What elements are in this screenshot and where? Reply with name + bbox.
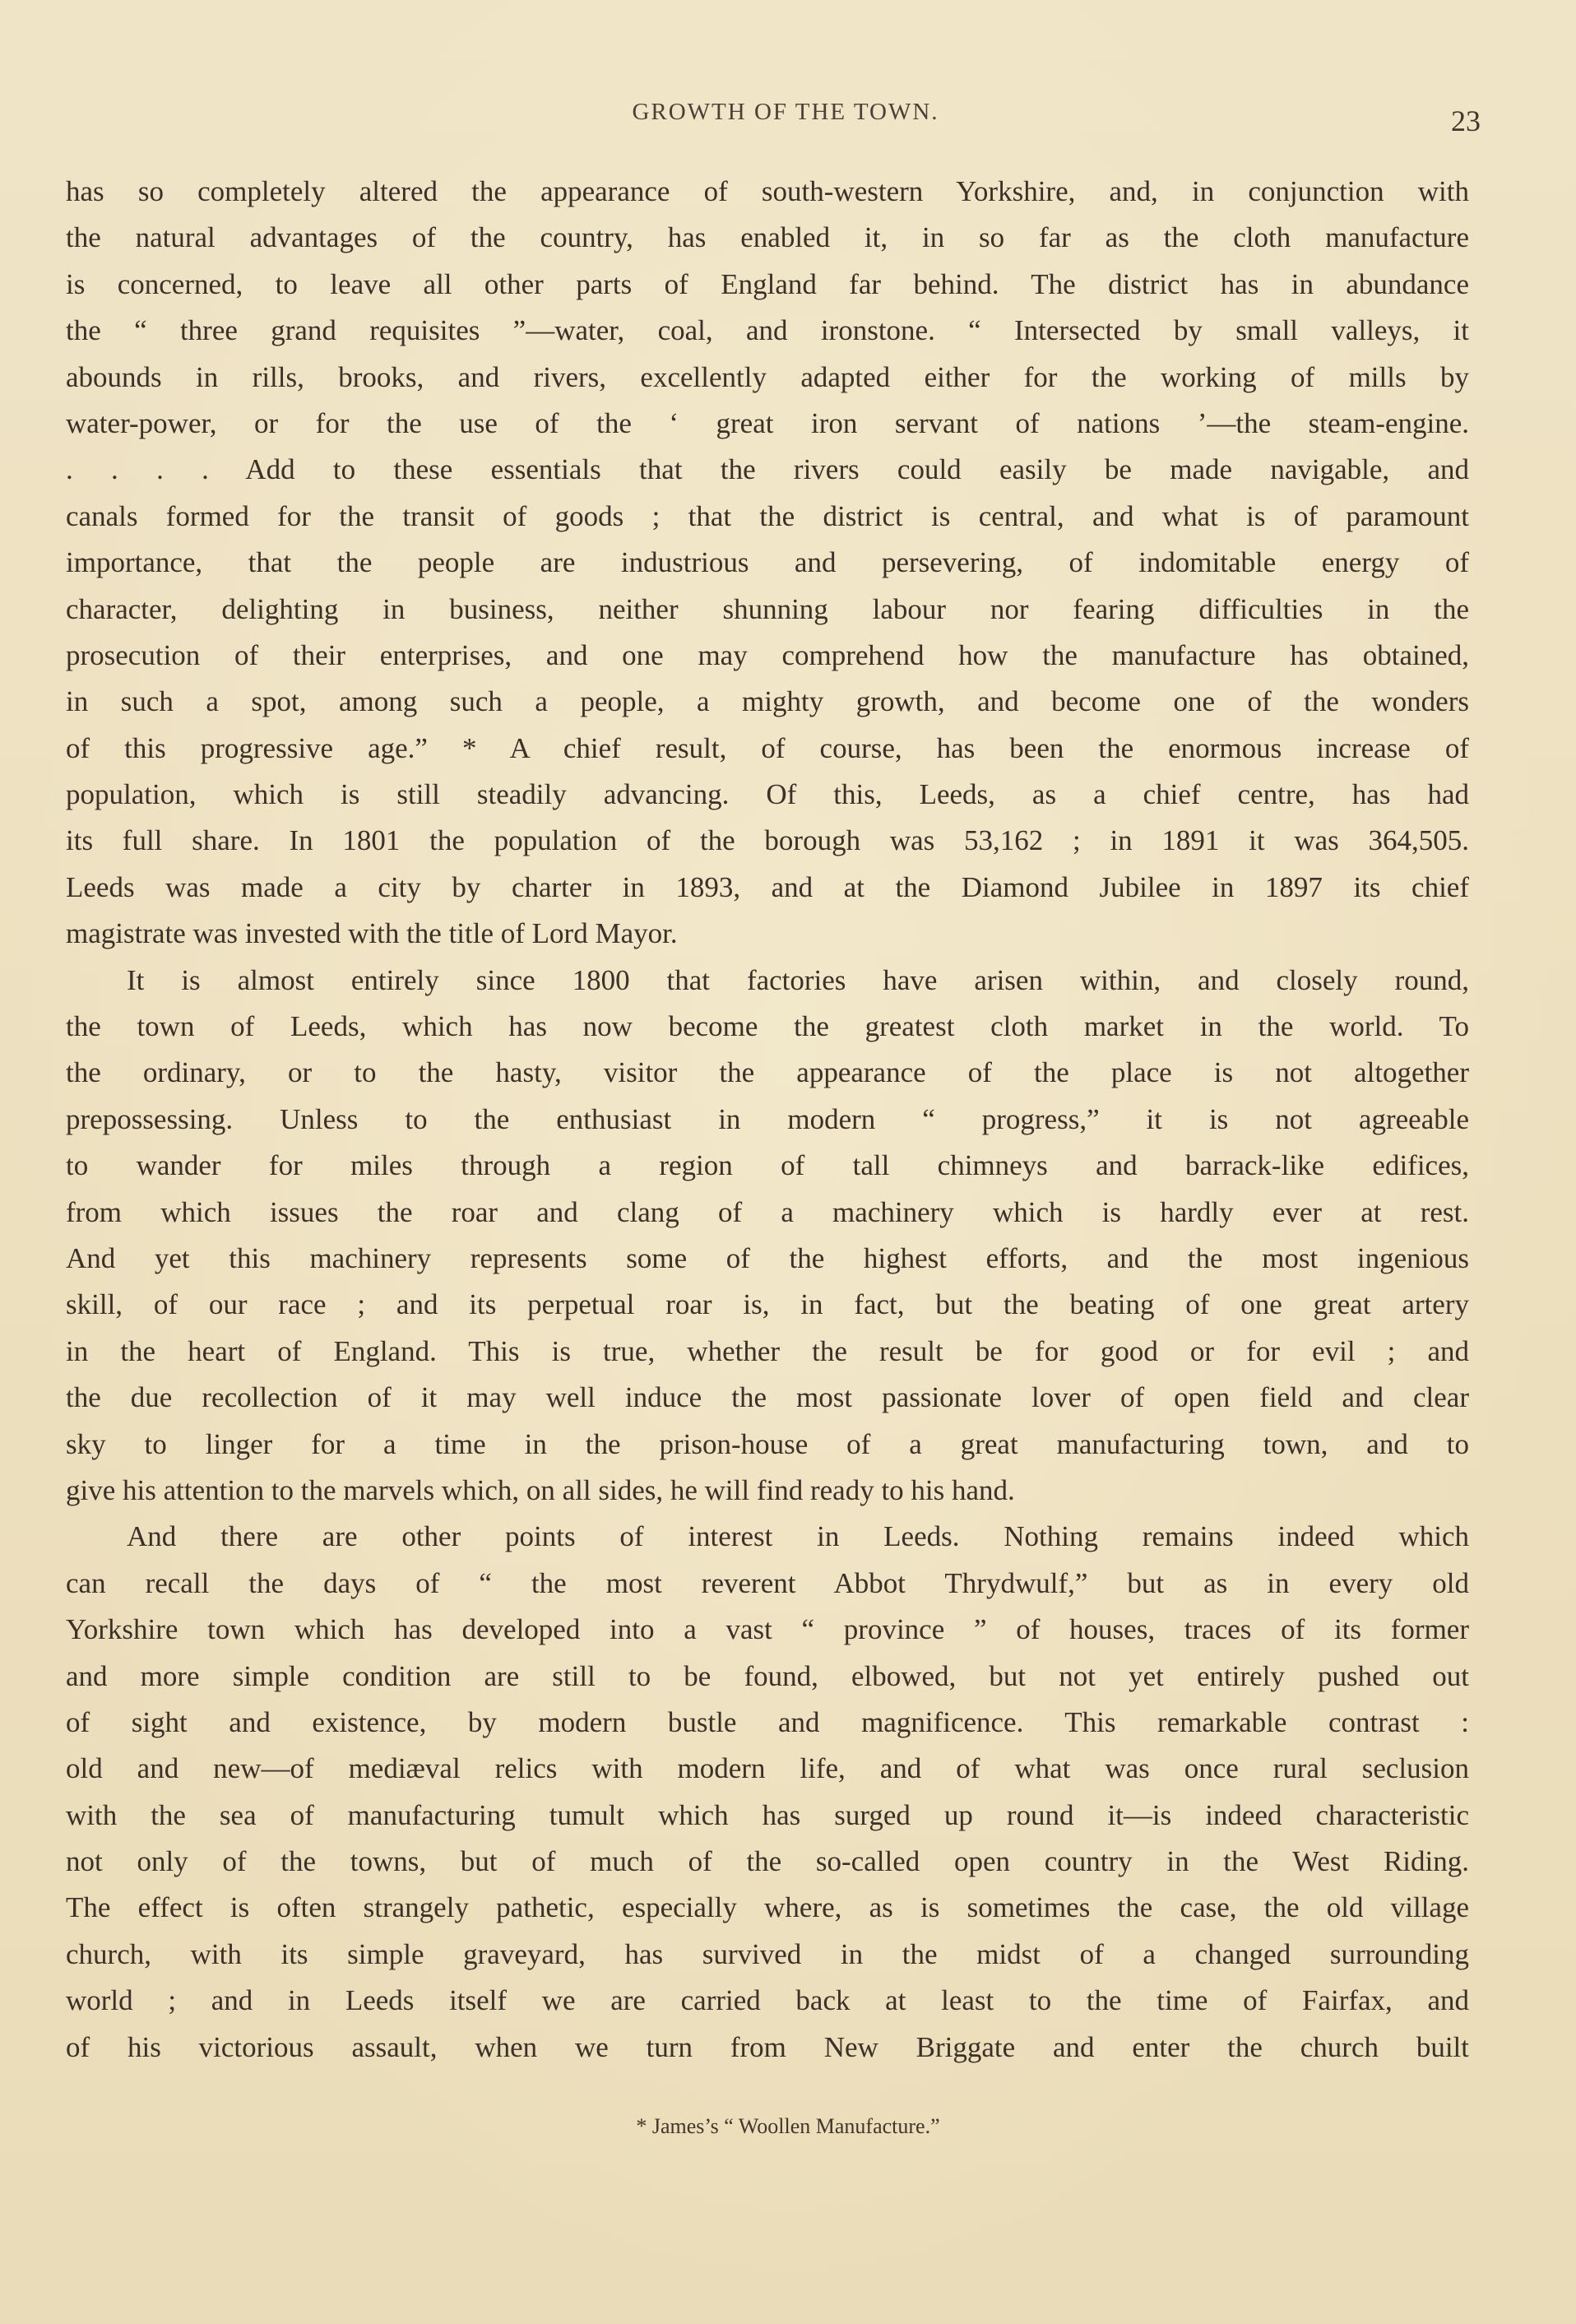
text-line: prepossessing. Unless to the enthusiast in modern “ progress,” it is not agreeable [66,1102,1469,1135]
text-line: Yorkshire town which has developed into a vast “ province ” of houses, traces of its former [66,1613,1469,1646]
text-line: of sight and existence, by modern bustle and magnificence. This remarkable contrast : [66,1705,1469,1738]
text-line: skill, of our race ; and its perpetual roar is, in fact, but the beating of one great artery [66,1288,1469,1321]
text-line: church, with its simple graveyard, has survived in the midst of a changed surrounding [66,1937,1469,1970]
text-line: Leeds was made a city by charter in 1893, and at the Diamond Jubilee in 1897 its chief [66,870,1469,903]
paragraph-first-line: It is almost entirely since 1800 that factories have arisen within, and closely round, [127,963,1469,996]
text-line: and more simple condition are still to be found, elbowed, but not yet entirely pushed out [66,1659,1469,1692]
running-title: GROWTH OF THE TOWN. [632,99,939,125]
text-line: is concerned, to leave all other parts of England far behind. The district has in abundance [66,267,1469,300]
text-line: water-power, or for the use of the ‘ great iron servant of nations ’—the steam-engine. [66,406,1469,439]
text-line: abounds in rills, brooks, and rivers, excellently adapted either for the working of mills by [66,360,1469,393]
text-line: not only of the towns, but of much of the so-called open country in the West Riding. [66,1845,1469,1878]
text-line: its full share. In 1801 the population of the borough was 53,162 ; in 1891 it was 364,505. [66,824,1469,857]
paragraph-end-line: give his attention to the marvels which, on all sides, he will find ready to his hand. [66,1473,1015,1506]
text-line: from which issues the roar and clang of a machinery which is hardly ever at rest. [66,1195,1469,1228]
footnote: * James’s “ Woollen Manufacture.” [636,2114,940,2138]
text-line: And yet this machinery represents some of the highest efforts, and the most ingenious [66,1241,1469,1274]
text-line: canals formed for the transit of goods ; that the district is central, and what is of paramount [66,499,1469,532]
text-line: the due recollection of it may well induce the most passionate lover of open field and clear [66,1381,1469,1414]
text-line: The effect is often strangely pathetic, especially where, as is sometimes the case, the old village [66,1891,1469,1924]
text-line: world ; and in Leeds itself we are carried back at least to the time of Fairfax, and [66,1984,1469,2017]
page-number: 23 [1451,104,1481,137]
text-line: in the heart of England. This is true, whether the result be for good or for evil ; and [66,1334,1469,1367]
text-line: in such a spot, among such a people, a mighty growth, and become one of the wonders [66,685,1469,718]
text-line: of this progressive age.” * A chief result, of course, has been the enormous increase of [66,731,1469,764]
text-line: importance, that the people are industrious and persevering, of indomitable energy of [66,546,1469,579]
text-line: with the sea of manufacturing tumult which has surged up round it—is indeed characteristic [66,1798,1469,1831]
text-line: the natural advantages of the country, has enabled it, in so far as the cloth manufacture [66,221,1469,254]
text-line: has so completely altered the appearance of south-western Yorkshire, and, in conjunction with [66,175,1469,207]
text-line: the “ three grand requisites ”—water, coal, and ironstone. “ Intersected by small valleys, it [66,314,1469,347]
text-line: the town of Leeds, which has now become the greatest cloth market in the world. To [66,1010,1469,1043]
text-line: . . . . Add to these essentials that the rivers could easily be made navigable, and [66,453,1469,486]
text-line: population, which is still steadily advancing. Of this, Leeds, as a chief centre, has had [66,778,1469,811]
text-line: prosecution of their enterprises, and one may comprehend how the manufacture has obtained, [66,638,1469,671]
text-line: old and new—of mediæval relics with modern life, and of what was once rural seclusion [66,1752,1469,1785]
text-line: sky to linger for a time in the prison-house of a great manufacturing town, and to [66,1427,1469,1460]
text-line: can recall the days of “ the most reverent Abbot Thrydwulf,” but as in every old [66,1566,1469,1599]
running-head [66,92,1505,141]
text-line: character, delighting in business, neither shunning labour nor fearing difficulties in the [66,592,1469,625]
paragraph-end-line: magistrate was invested with the title of Lord Mayor. [66,917,678,950]
text-line: of his victorious assault, when we turn from New Briggate and enter the church built [66,2030,1469,2063]
text-line: to wander for miles through a region of tall chimneys and barrack-like edifices, [66,1149,1469,1182]
text-line: the ordinary, or to the hasty, visitor the appearance of the place is not altogether [66,1056,1469,1089]
body-text [66,169,1469,2071]
paragraph-first-line: And there are other points of interest in Leeds. Nothing remains indeed which [127,1520,1469,1553]
